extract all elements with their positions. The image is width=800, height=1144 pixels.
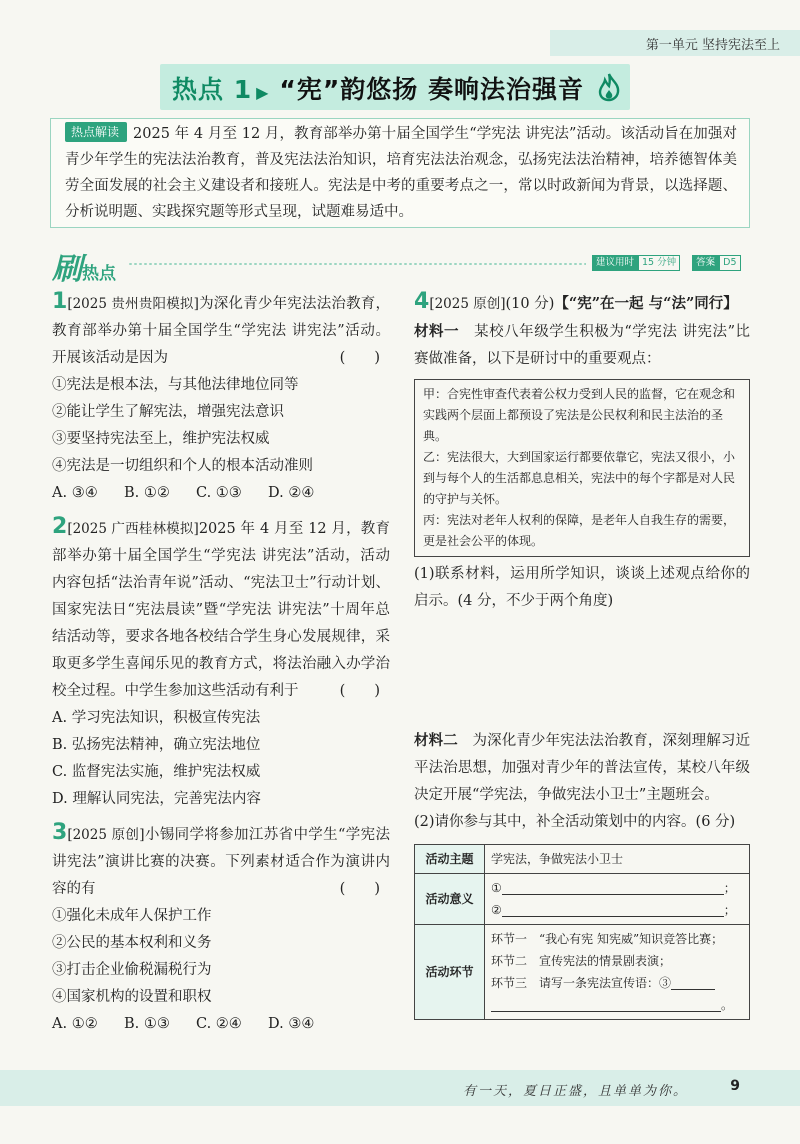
option-a[interactable]: A. ①② xyxy=(52,1016,98,1032)
material-two xyxy=(414,727,750,809)
question-source: [2025 贵州贵阳模拟] xyxy=(67,296,199,312)
question-2 xyxy=(52,513,390,705)
question-source: [2025 广西桂林模拟] xyxy=(67,521,199,537)
option-d[interactable]: D. ②④ xyxy=(268,485,315,501)
material-text: 某校八年级学生积极为“学宪法 讲宪法”比赛做准备，以下是研讨中的重要观点： xyxy=(414,324,751,367)
table-row xyxy=(415,925,750,1020)
unit-header: 第一单元 坚持宪法至上 xyxy=(550,30,800,56)
statement-item: ④国家机构的设置和职权 xyxy=(52,989,212,1005)
right-column xyxy=(414,288,750,1020)
material-label: 材料一 xyxy=(414,323,460,340)
time-label: 建议用时 xyxy=(592,255,638,271)
statement-item: ②能让学生了解宪法，增强宪法意识 xyxy=(52,404,284,420)
row-header: 活动意义 xyxy=(415,874,485,925)
option-b[interactable]: B. 弘扬宪法精神，确立宪法地位 xyxy=(52,737,261,753)
blank-marker: ① xyxy=(491,881,502,895)
question-4-header xyxy=(414,288,750,318)
play-arrow-icon: ▶ xyxy=(256,83,270,102)
fill-blank[interactable] xyxy=(671,976,715,990)
fill-blank[interactable] xyxy=(491,998,721,1012)
table-row xyxy=(415,845,750,874)
option-a[interactable]: A. ③④ xyxy=(52,485,98,501)
question-number: 3 xyxy=(52,820,68,845)
step-item: 环节二 宣传宪法的情景剧表演； xyxy=(491,954,672,968)
material-label: 材料二 xyxy=(414,732,458,749)
question-number: 2 xyxy=(52,514,68,539)
subquestion-2: (2)请你参与其中，补全活动策划中的内容。(6 分) xyxy=(414,814,736,830)
fill-blank[interactable] xyxy=(502,903,724,917)
question-number: 4 xyxy=(414,289,430,314)
step-item: 环节一 “我心有宪 知宪威”知识竞答比赛； xyxy=(491,932,724,946)
question-stem: 为深化青少年宪法法治教育，教育部举办第十届全国学生“学宪法 讲宪法”活动。开展该活动是因为 xyxy=(52,296,391,366)
option-d[interactable]: D. ③④ xyxy=(268,1016,315,1032)
question-stem: 小锡同学将参加江苏省中学生“学宪法 讲宪法”演讲比赛的决赛。下列素材适合作为演讲内容的有 xyxy=(52,827,390,897)
option-c[interactable]: C. ②④ xyxy=(196,1016,242,1032)
blank-marker: ② xyxy=(491,903,502,917)
option-a[interactable]: A. 学习宪法知识，积极宣传宪法 xyxy=(52,710,261,726)
option-b[interactable]: B. ①③ xyxy=(124,1016,170,1032)
hotspot-interpretation xyxy=(50,118,750,228)
material-one xyxy=(414,318,750,373)
section-small-text: 热点 xyxy=(82,264,116,284)
step-item: 环节三 请写一条宪法宣传语：③ xyxy=(491,976,672,990)
section-big-char: 刷 xyxy=(52,252,82,287)
question-source: [2025 原创] xyxy=(429,296,506,312)
table-cell: 学宪法，争做宪法小卫士 xyxy=(485,845,750,874)
statement-item: ③打击企业偷税漏税行为 xyxy=(52,962,212,978)
material-text: 为深化青少年宪法法治教育，深刻理解习近平法治思想，加强对青少年的普法宣传，某校八年级决定开展“学宪法，争做宪法小卫士”主题班会。 xyxy=(414,733,751,803)
footer-quote: 有一天，夏日正盛，且单单为你。 xyxy=(462,1084,688,1099)
viewpoint-item: 丙：宪法对老年人权利的保障，是老年人自我生存的需要，更是社会公平的体现。 xyxy=(423,513,736,548)
viewpoint-item: 甲：合宪性审查代表着公权力受到人民的监督，它在观念和实践两个层面上都预设了宪法是公民权利和民主法治的圣典。 xyxy=(423,387,736,443)
option-b[interactable]: B. ①② xyxy=(124,485,170,501)
viewpoints-box xyxy=(414,379,750,557)
statement-item: ①宪法是根本法，与其他法律地位同等 xyxy=(52,377,299,393)
time-value: 15 分钟 xyxy=(638,255,680,271)
dotted-divider xyxy=(128,262,586,266)
statement-item: ④宪法是一切组织和个人的根本活动准则 xyxy=(52,458,313,474)
subquestion-1: (1)联系材料，运用所学知识，谈谈上述观点给你的启示。(4 分，不少于两个角度) xyxy=(414,566,750,609)
answer-page: D5 xyxy=(719,255,740,271)
question-3 xyxy=(52,819,390,903)
interpretation-text: 2025 年 4 月至 12 月，教育部举办第十届全国学生“学宪法 讲宪法”活动。该活动旨在加强对青少年学生的宪法法治教育，普及宪法法治知识，培育宪法法治观念，弘扬宪法法治精神，培养德智体美劳全面发展的社会主义建设者和接班人。宪法是中考的重要考点之一，常以时政新闻为背景，以选择题、分析说明题、实践探究题等形式呈现，试题难易适中。 xyxy=(65,126,737,220)
question-number: 1 xyxy=(52,289,68,314)
section-header xyxy=(52,244,116,288)
statement-item: ①强化未成年人保护工作 xyxy=(52,908,212,924)
question-source: [2025 原创] xyxy=(67,827,145,843)
hot-label: 热点 1 xyxy=(172,75,253,104)
punct: 。 xyxy=(721,998,734,1012)
question-stem: 2025 年 4 月至 12 月，教育部举办第十届全国学生“学宪法 讲宪法”活动，活动内容包括“法治青年说”活动、“宪法卫士”行动计划、国家宪法日“宪法晨读”暨“学宪法 讲宪法”十周年总结活动等，要求各地各校结合学生身心发展规律，采取更多学生喜闻乐见的教育方式，将法治融入办学治校全过程。中学生参加这些活动有利于 xyxy=(52,521,390,699)
interpretation-badge: 热点解读 xyxy=(65,122,127,142)
answer-blank[interactable]: ( ) xyxy=(339,683,380,699)
choice-options xyxy=(52,480,390,507)
activity-plan-table xyxy=(414,844,750,1020)
page-number: 9 xyxy=(730,1078,740,1094)
page-title xyxy=(172,70,584,106)
flame-icon xyxy=(596,72,622,102)
answer-space[interactable] xyxy=(414,615,750,727)
suggested-time xyxy=(592,255,753,271)
viewpoint-item: 乙：宪法很大，大到国家运行都要依靠它，宪法又很小，小到与每个人的生活都息息相关，宪法中的每个字都是对人民的守护与关怀。 xyxy=(423,450,736,506)
table-row xyxy=(415,874,750,925)
option-c[interactable]: C. 监督宪法实施，维护宪法权威 xyxy=(52,764,261,780)
question-score: (10 分) xyxy=(505,296,555,312)
punct: ； xyxy=(723,881,736,895)
fill-blank[interactable] xyxy=(502,881,724,895)
option-c[interactable]: C. ①③ xyxy=(196,485,242,501)
answer-blank[interactable]: ( ) xyxy=(339,881,380,897)
question-topic: 【“宪”在一起 与“法”同行】 xyxy=(554,295,738,312)
row-header: 活动环节 xyxy=(415,925,485,1020)
punct: ； xyxy=(723,903,736,917)
answer-blank[interactable]: ( ) xyxy=(339,350,380,366)
table-cell xyxy=(485,925,750,1020)
table-cell xyxy=(485,874,750,925)
option-d[interactable]: D. 理解认同宪法，完善宪法内容 xyxy=(52,791,261,807)
choice-options xyxy=(52,1011,390,1038)
title-main: “宪”韵悠扬 奏响法治强音 xyxy=(279,75,584,104)
left-column xyxy=(52,288,390,1038)
answer-label: 答案 xyxy=(692,255,719,271)
statement-item: ②公民的基本权利和义务 xyxy=(52,935,212,951)
row-header: 活动主题 xyxy=(415,845,485,874)
question-1 xyxy=(52,288,390,372)
statement-item: ③要坚持宪法至上，维护宪法权威 xyxy=(52,431,270,447)
